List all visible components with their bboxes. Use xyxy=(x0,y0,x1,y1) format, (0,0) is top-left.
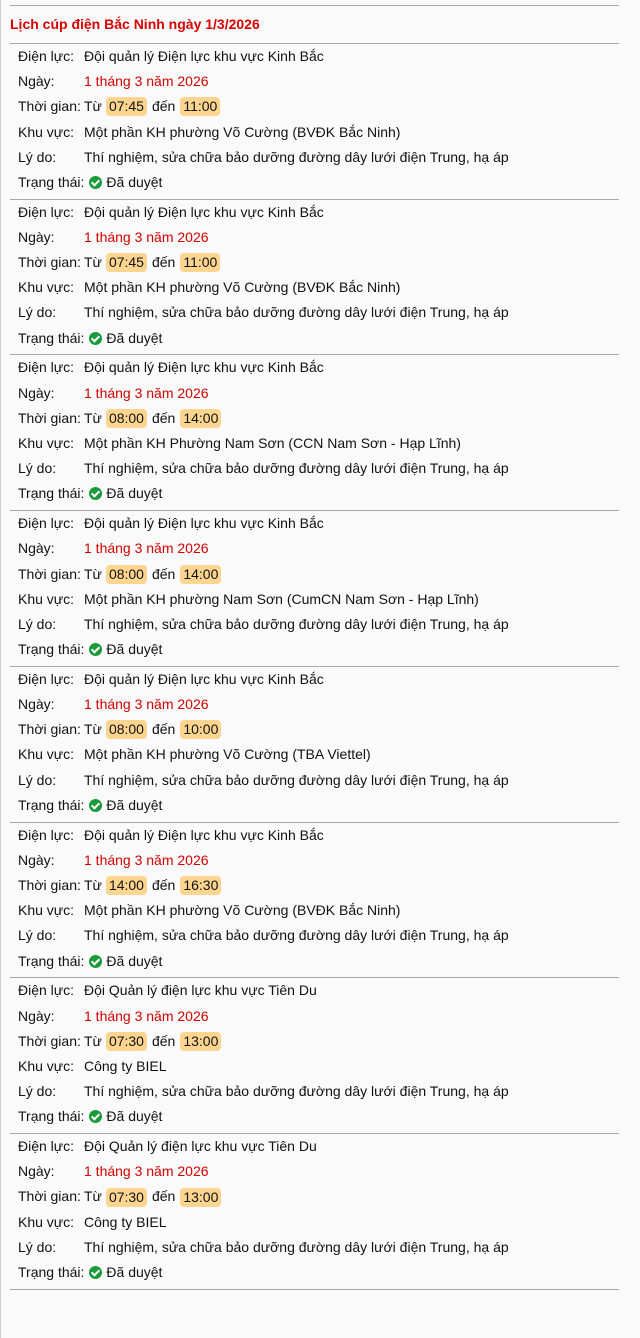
check-circle-icon xyxy=(89,1110,102,1123)
value-khu-vuc: Một phần KH phường Nam Sơn (CumCN Nam Sơn - Hạp Lĩnh) xyxy=(84,590,479,607)
start-time-badge: 07:30 xyxy=(106,1188,147,1207)
entry-divider xyxy=(10,1289,619,1290)
label-trang-thai: Trạng thái: xyxy=(18,1108,85,1125)
page-title: Lịch cúp điện Bắc Ninh ngày 1/3/2026 xyxy=(10,16,260,32)
row-dien-luc xyxy=(1,355,640,380)
row-thoi-gian xyxy=(1,406,640,431)
label-ly-do: Lý do: xyxy=(18,148,57,165)
value-ly-do: Thí nghiệm, sửa chữa bảo dưỡng đường dây lưới điện Trung, hạ áp xyxy=(84,771,509,788)
row-ly-do xyxy=(1,145,640,170)
value-khu-vuc: Một phần KH phường Võ Cường (BVĐK Bắc Ninh) xyxy=(84,279,401,296)
label-thoi-gian: Thời gian: xyxy=(18,565,81,582)
value-khu-vuc: Một phần KH phường Võ Cường (BVĐK Bắc Ninh) xyxy=(84,123,401,140)
check-circle-icon xyxy=(89,799,102,812)
label-ngay: Ngày: xyxy=(18,540,55,557)
value-ngay: 1 tháng 3 năm 2026 xyxy=(84,1007,209,1024)
outage-list xyxy=(1,44,640,1290)
row-khu-vuc xyxy=(1,898,640,923)
row-thoi-gian xyxy=(1,94,640,119)
label-dien-luc: Điện lực: xyxy=(18,203,75,220)
label-ngay: Ngày: xyxy=(18,228,55,245)
value-ly-do: Thí nghiệm, sửa chữa bảo dưỡng đường dây lưới điện Trung, hạ áp xyxy=(84,304,509,321)
outage-entry xyxy=(1,355,640,511)
value-ly-do: Thí nghiệm, sửa chữa bảo dưỡng đường dây lưới điện Trung, hạ áp xyxy=(84,1238,509,1255)
label-trang-thai: Trạng thái: xyxy=(18,796,85,813)
check-circle-icon xyxy=(89,955,102,968)
end-time-badge: 10:00 xyxy=(180,720,221,739)
value-dien-luc: Đội Quản lý điện lực khu vực Tiên Du xyxy=(84,1138,317,1155)
outage-entry xyxy=(1,823,640,979)
row-trang-thai xyxy=(1,1260,640,1285)
value-trang-thai: Đã duyệt xyxy=(106,952,163,969)
label-thoi-gian: Thời gian: xyxy=(18,409,81,426)
row-ly-do xyxy=(1,456,640,481)
label-trang-thai: Trạng thái: xyxy=(18,952,85,969)
row-ly-do xyxy=(1,768,640,793)
value-ly-do: Thí nghiệm, sửa chữa bảo dưỡng đường dây lưới điện Trung, hạ áp xyxy=(84,615,509,632)
row-ly-do xyxy=(1,1079,640,1104)
label-ly-do: Lý do: xyxy=(18,771,57,788)
outage-entry xyxy=(1,667,640,823)
check-circle-icon xyxy=(89,643,102,656)
row-trang-thai xyxy=(1,481,640,506)
start-time-badge: 07:45 xyxy=(106,253,147,272)
label-tu: Từ xyxy=(84,1032,102,1049)
end-time-badge: 16:30 xyxy=(180,876,221,895)
label-den: đến xyxy=(151,1032,176,1049)
value-ngay: 1 tháng 3 năm 2026 xyxy=(84,696,209,713)
label-tu: Từ xyxy=(84,98,102,115)
row-ngay xyxy=(1,69,640,94)
value-trang-thai: Đã duyệt xyxy=(106,329,163,346)
label-den: đến xyxy=(151,409,176,426)
label-ly-do: Lý do: xyxy=(18,460,57,477)
start-time-badge: 07:45 xyxy=(106,97,147,116)
outage-entry xyxy=(1,1134,640,1290)
row-dien-luc xyxy=(1,978,640,1003)
value-dien-luc: Đội quản lý Điện lực khu vực Kinh Bắc xyxy=(84,826,324,843)
value-dien-luc: Đội quản lý Điện lực khu vực Kinh Bắc xyxy=(84,359,324,376)
label-den: đến xyxy=(151,876,176,893)
row-thoi-gian xyxy=(1,250,640,275)
row-ngay xyxy=(1,536,640,561)
label-ngay: Ngày: xyxy=(18,1007,55,1024)
value-dien-luc: Đội Quản lý điện lực khu vực Tiên Du xyxy=(84,982,317,999)
row-dien-luc xyxy=(1,44,640,69)
row-dien-luc xyxy=(1,1134,640,1159)
row-thoi-gian xyxy=(1,1029,640,1054)
label-thoi-gian: Thời gian: xyxy=(18,254,81,271)
label-trang-thai: Trạng thái: xyxy=(18,1263,85,1280)
label-ngay: Ngày: xyxy=(18,696,55,713)
row-ly-do xyxy=(1,923,640,948)
end-time-badge: 14:00 xyxy=(180,565,221,584)
outage-entry xyxy=(1,44,640,200)
value-ngay: 1 tháng 3 năm 2026 xyxy=(84,851,209,868)
row-dien-luc xyxy=(1,667,640,692)
row-ngay xyxy=(1,225,640,250)
row-khu-vuc xyxy=(1,1210,640,1235)
label-ly-do: Lý do: xyxy=(18,1083,57,1100)
label-den: đến xyxy=(151,1188,176,1205)
row-thoi-gian xyxy=(1,562,640,587)
value-ly-do: Thí nghiệm, sửa chữa bảo dưỡng đường dây lưới điện Trung, hạ áp xyxy=(84,1083,509,1100)
value-trang-thai: Đã duyệt xyxy=(106,1108,163,1125)
label-ngay: Ngày: xyxy=(18,851,55,868)
value-ngay: 1 tháng 3 năm 2026 xyxy=(84,228,209,245)
row-trang-thai xyxy=(1,793,640,818)
label-tu: Từ xyxy=(84,254,102,271)
row-khu-vuc xyxy=(1,1054,640,1079)
row-dien-luc xyxy=(1,823,640,848)
row-ly-do xyxy=(1,1235,640,1260)
row-trang-thai xyxy=(1,326,640,351)
value-ly-do: Thí nghiệm, sửa chữa bảo dưỡng đường dây lưới điện Trung, hạ áp xyxy=(84,460,509,477)
end-time-badge: 14:00 xyxy=(180,409,221,428)
value-dien-luc: Đội quản lý Điện lực khu vực Kinh Bắc xyxy=(84,515,324,532)
label-den: đến xyxy=(151,721,176,738)
row-ngay xyxy=(1,848,640,873)
label-ngay: Ngày: xyxy=(18,1163,55,1180)
label-dien-luc: Điện lực: xyxy=(18,359,75,376)
row-ngay xyxy=(1,1004,640,1029)
label-trang-thai: Trạng thái: xyxy=(18,641,85,658)
value-dien-luc: Đội quản lý Điện lực khu vực Kinh Bắc xyxy=(84,48,324,64)
label-thoi-gian: Thời gian: xyxy=(18,1188,81,1205)
row-ngay xyxy=(1,1159,640,1184)
label-thoi-gian: Thời gian: xyxy=(18,876,81,893)
row-khu-vuc xyxy=(1,742,640,767)
value-khu-vuc: Một phần KH Phường Nam Sơn (CCN Nam Sơn - Hạp Lĩnh) xyxy=(84,435,461,451)
row-thoi-gian xyxy=(1,717,640,742)
label-den: đến xyxy=(151,98,176,115)
row-ngay xyxy=(1,692,640,717)
label-tu: Từ xyxy=(84,409,102,426)
value-trang-thai: Đã duyệt xyxy=(106,796,163,813)
label-trang-thai: Trạng thái: xyxy=(18,173,85,190)
label-khu-vuc: Khu vực: xyxy=(18,435,75,451)
start-time-badge: 07:30 xyxy=(106,1032,147,1051)
row-khu-vuc xyxy=(1,431,640,456)
label-tu: Từ xyxy=(84,565,102,582)
end-time-badge: 13:00 xyxy=(180,1188,221,1207)
label-khu-vuc: Khu vực: xyxy=(18,1057,75,1074)
row-khu-vuc xyxy=(1,275,640,300)
label-ngay: Ngày: xyxy=(18,384,55,401)
label-trang-thai: Trạng thái: xyxy=(18,329,85,346)
row-dien-luc xyxy=(1,200,640,225)
label-dien-luc: Điện lực: xyxy=(18,48,75,64)
label-khu-vuc: Khu vực: xyxy=(18,590,75,607)
label-ly-do: Lý do: xyxy=(18,927,57,944)
value-ly-do: Thí nghiệm, sửa chữa bảo dưỡng đường dây lưới điện Trung, hạ áp xyxy=(84,148,509,165)
label-khu-vuc: Khu vực: xyxy=(18,746,75,763)
label-dien-luc: Điện lực: xyxy=(18,1138,75,1155)
row-ly-do xyxy=(1,300,640,325)
check-circle-icon xyxy=(89,487,102,500)
value-trang-thai: Đã duyệt xyxy=(106,1263,163,1280)
check-circle-icon xyxy=(89,176,102,189)
value-trang-thai: Đã duyệt xyxy=(106,173,163,190)
start-time-badge: 08:00 xyxy=(106,409,147,428)
label-thoi-gian: Thời gian: xyxy=(18,98,81,115)
value-khu-vuc: Công ty BIEL xyxy=(84,1213,167,1230)
value-ngay: 1 tháng 3 năm 2026 xyxy=(84,1163,209,1180)
label-khu-vuc: Khu vực: xyxy=(18,123,75,140)
label-tu: Từ xyxy=(84,876,102,893)
label-khu-vuc: Khu vực: xyxy=(18,1213,75,1230)
value-ly-do: Thí nghiệm, sửa chữa bảo dưỡng đường dây lưới điện Trung, hạ áp xyxy=(84,927,509,944)
end-time-badge: 13:00 xyxy=(180,1032,221,1051)
start-time-badge: 08:00 xyxy=(106,565,147,584)
row-ngay xyxy=(1,381,640,406)
outage-entry xyxy=(1,978,640,1134)
label-ngay: Ngày: xyxy=(18,73,55,90)
end-time-badge: 11:00 xyxy=(180,97,220,116)
check-circle-icon xyxy=(89,1266,102,1279)
label-dien-luc: Điện lực: xyxy=(18,982,75,999)
value-khu-vuc: Một phần KH phường Võ Cường (TBA Viettel) xyxy=(84,746,371,763)
value-dien-luc: Đội quản lý Điện lực khu vực Kinh Bắc xyxy=(84,670,324,687)
check-circle-icon xyxy=(89,332,102,345)
label-dien-luc: Điện lực: xyxy=(18,826,75,843)
value-dien-luc: Đội quản lý Điện lực khu vực Kinh Bắc xyxy=(84,203,324,220)
row-trang-thai xyxy=(1,949,640,974)
value-ngay: 1 tháng 3 năm 2026 xyxy=(84,73,209,90)
value-ngay: 1 tháng 3 năm 2026 xyxy=(84,384,209,401)
row-trang-thai xyxy=(1,170,640,195)
outage-entry xyxy=(1,200,640,356)
row-thoi-gian xyxy=(1,1184,640,1209)
value-trang-thai: Đã duyệt xyxy=(106,485,163,502)
label-tu: Từ xyxy=(84,721,102,738)
start-time-badge: 08:00 xyxy=(106,720,147,739)
label-thoi-gian: Thời gian: xyxy=(18,1032,81,1049)
label-trang-thai: Trạng thái: xyxy=(18,485,85,502)
label-tu: Từ xyxy=(84,1188,102,1205)
row-ly-do xyxy=(1,612,640,637)
value-ngay: 1 tháng 3 năm 2026 xyxy=(84,540,209,557)
row-khu-vuc xyxy=(1,587,640,612)
label-ly-do: Lý do: xyxy=(18,615,57,632)
outage-entry xyxy=(1,511,640,667)
label-den: đến xyxy=(151,254,176,271)
end-time-badge: 11:00 xyxy=(180,253,220,272)
label-dien-luc: Điện lực: xyxy=(18,670,75,687)
label-den: đến xyxy=(151,565,176,582)
value-khu-vuc: Công ty BIEL xyxy=(84,1057,167,1074)
value-khu-vuc: Một phần KH phường Võ Cường (BVĐK Bắc Ninh) xyxy=(84,902,401,919)
label-ly-do: Lý do: xyxy=(18,304,57,321)
start-time-badge: 14:00 xyxy=(106,876,147,895)
row-trang-thai xyxy=(1,1104,640,1129)
row-trang-thai xyxy=(1,637,640,662)
row-dien-luc xyxy=(1,511,640,536)
value-trang-thai: Đã duyệt xyxy=(106,641,163,658)
label-khu-vuc: Khu vực: xyxy=(18,902,75,919)
row-thoi-gian xyxy=(1,873,640,898)
label-dien-luc: Điện lực: xyxy=(18,515,75,532)
row-khu-vuc xyxy=(1,120,640,145)
label-khu-vuc: Khu vực: xyxy=(18,279,75,296)
label-ly-do: Lý do: xyxy=(18,1238,57,1255)
label-thoi-gian: Thời gian: xyxy=(18,721,81,738)
